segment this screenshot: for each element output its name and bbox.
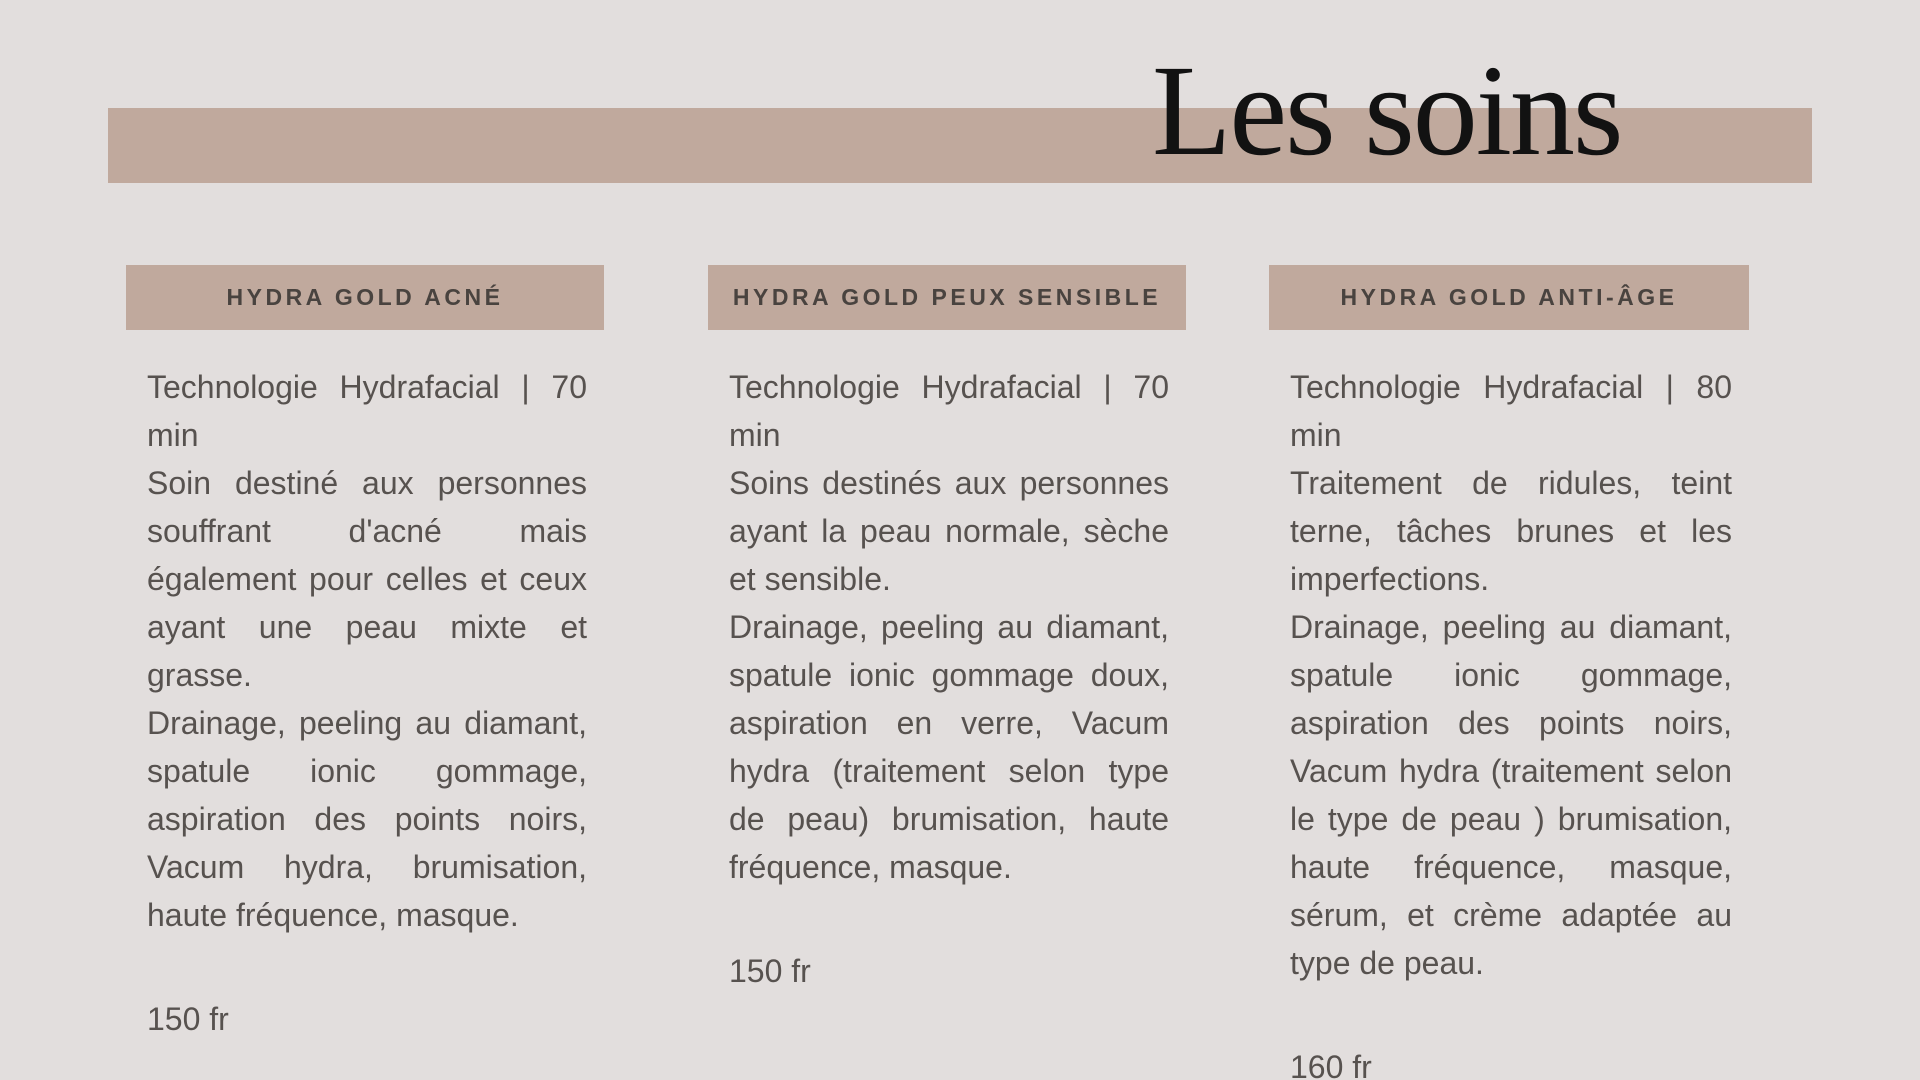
service-duration: Technologie Hydrafacial | 80 min xyxy=(1290,369,1732,453)
service-description xyxy=(708,363,1186,995)
service-procedure-text: Drainage, peeling au diamant, spatule ionic gommage, aspiration des points noirs, Vacum hydra (traitement selon le type de peau ) brumisation, haute fréquence, masque, sérum, et crème adaptée au type de peau. xyxy=(1290,609,1732,981)
page-title: Les soins xyxy=(1152,39,1622,183)
service-card xyxy=(126,265,604,1043)
service-target-text: Soins destinés aux personnes ayant la peau normale, sèche et sensible. xyxy=(729,465,1169,597)
service-duration: Technologie Hydrafacial | 70 min xyxy=(147,369,587,453)
service-price: 150 fr xyxy=(729,953,811,989)
service-card xyxy=(708,265,1186,995)
service-name: HYDRA GOLD ACNÉ xyxy=(226,284,504,310)
service-header xyxy=(1269,265,1749,330)
service-procedure-text: Drainage, peeling au diamant, spatule ionic gommage, aspiration des points noirs, Vacum hydra, brumisation, haute fréquence, masque. xyxy=(147,705,587,933)
service-price: 150 fr xyxy=(147,1001,229,1037)
service-description xyxy=(126,363,604,1043)
service-price: 160 fr xyxy=(1290,1049,1372,1080)
service-name: HYDRA GOLD PEUX SENSIBLE xyxy=(732,284,1162,310)
service-procedure-text: Drainage, peeling au diamant, spatule ionic gommage doux, aspiration en verre, Vacum hydra (traitement selon type de peau) brumisation, haute fréquence, masque. xyxy=(729,609,1169,885)
service-card xyxy=(1269,265,1749,1080)
service-duration: Technologie Hydrafacial | 70 min xyxy=(729,369,1169,453)
service-header xyxy=(708,265,1186,330)
service-header xyxy=(126,265,604,330)
service-target-text: Traitement de ridules, teint terne, tâches brunes et les imperfections. xyxy=(1290,465,1732,597)
service-target-text: Soin destiné aux personnes souffrant d'acné mais également pour celles et ceux ayant une peau mixte et grasse. xyxy=(147,465,587,693)
service-description xyxy=(1269,363,1749,1080)
service-name: HYDRA GOLD ANTI-ÂGE xyxy=(1340,284,1678,310)
